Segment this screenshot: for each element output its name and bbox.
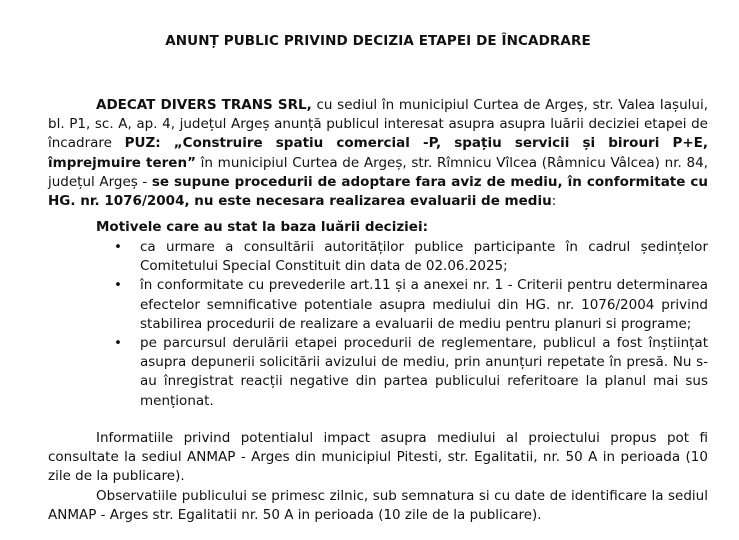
reason-text: pe parcursul derulării etapei procedurii de reglementare, publicul a fost înștiințat asupra depunerii solicitării avizului de mediu, prin anunțuri repetate în presă. Nu s-au înregistrat reacții negative din partea publicului referitoare la planul mai sus menționat. xyxy=(140,335,708,409)
observations-paragraph: Observatiile publicului se primesc zilnic, sub semnatura si cu date de identificare la sediul ANMAP - Arges str. Egalitatii nr. 50 A in perioada (10 zile de la publicare). xyxy=(48,488,708,524)
announcement-intro: cu sediul în municipiul Curtea de Argeș, str. Valea Iașului, bl. P1, sc. A, ap. 4, județul Argeș anunță publicul interesat asupra asupra luării deciziei etapei de încadrare xyxy=(48,97,708,152)
bullet-icon: • xyxy=(114,335,122,352)
reason-item xyxy=(96,334,708,411)
reason-item xyxy=(96,276,708,334)
project-location: în municipiul Curtea de Argeș, str. Rîmnicu Vîlcea (Râmnicu Vâlcea) nr. 84, județul Argeș - xyxy=(48,154,708,190)
bullet-icon: • xyxy=(114,239,122,255)
decision-text: se supune procedurii de adoptare fara aviz de mediu, în conformitate cu HG. nr. 1076/2004, nu este necesara realizarea evaluarii de mediu xyxy=(48,173,709,210)
announcement-paragraph xyxy=(48,96,708,211)
info-paragraph: Informatiile privind potentialul impact asupra mediului al proiectului propus pot fi consultate la sediul ANMAP - Arges din municipiul Pitesti, str. Egalitatii, nr. 50 A in perioada (10 zile de la publicare). xyxy=(48,430,708,485)
document-title: ANUNȚ PUBLIC PRIVIND DECIZIA ETAPEI DE ÎNCADRARE xyxy=(165,33,591,49)
reason-text: în conformitate cu prevederile art.11 și a anexei nr. 1 - Criterii pentru determinarea efectelor semnificative potentiale asupra mediului din HG. nr. 1076/2004 privind stabilirea procedurii de realizare a evaluarii de mediu pentru planuri si programe; xyxy=(140,277,708,332)
company-name: ADECAT DIVERS TRANS SRL, xyxy=(96,97,312,113)
reasons-list xyxy=(96,238,708,411)
decision-end: : xyxy=(551,193,557,210)
reasons-heading: Motivele care au stat la baza luării deciziei: xyxy=(96,219,428,235)
reason-text: ca urmare a consultării autorităților publice participante în cadrul ședințelor Comitetului Special Constituit din data de 02.06.2025; xyxy=(140,239,708,275)
bullet-icon: • xyxy=(114,277,122,294)
project-name: PUZ: „Construire spatiu comercial -P, spațiu servicii și birouri P+E, împrejmuire teren” xyxy=(48,135,708,171)
reason-item xyxy=(96,238,708,276)
